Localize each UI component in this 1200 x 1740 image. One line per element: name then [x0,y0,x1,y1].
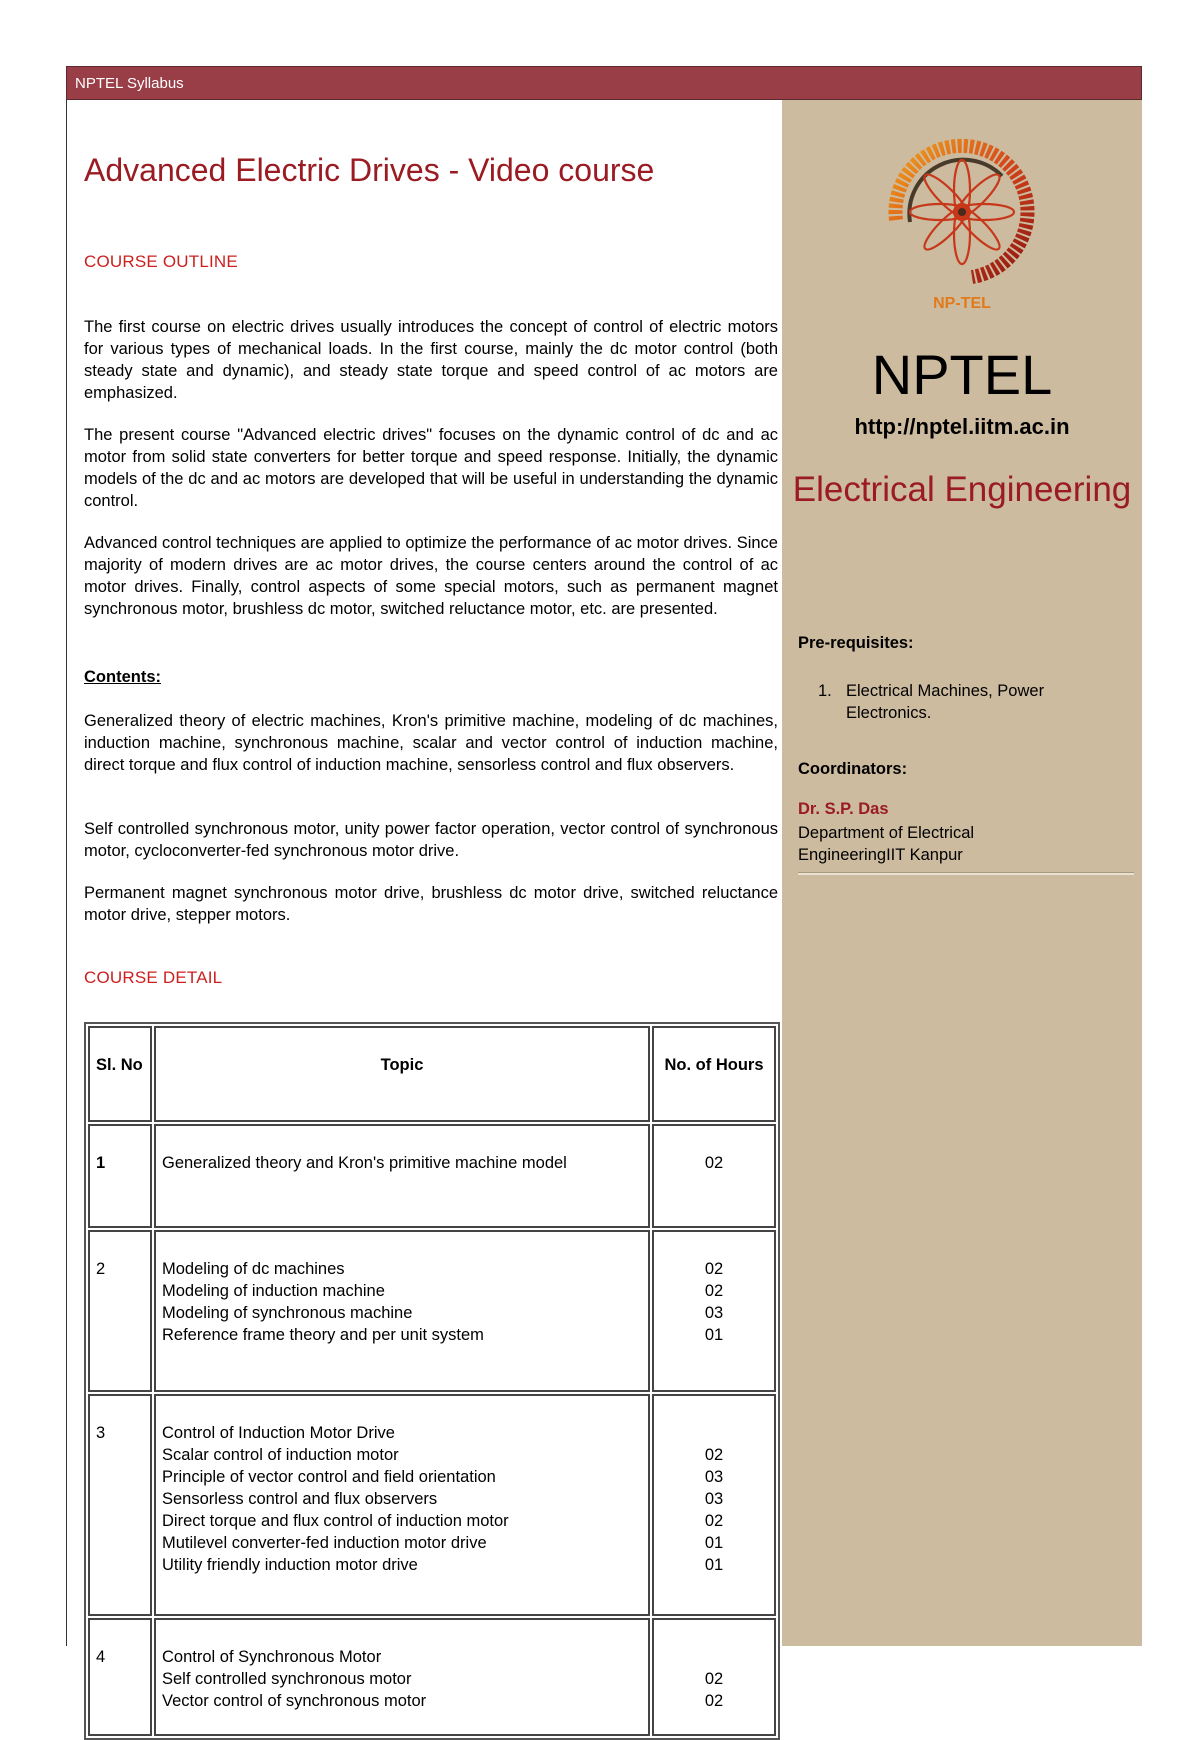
outline-paragraph-3: Advanced control techniques are applied to optimize the performance of ac motor drives. Since majority of modern drives are ac motor drives, the course centers around the control of ac motor drives. Finally, control aspects of some special motors, such as permanent magnet synchronous motor, brushless dc motor, switched reluctance motor, etc. are presented. [84,534,778,618]
contents-heading: Contents: [84,668,161,686]
coordinator-department: Department of Electrical EngineeringIIT Kanpur [798,824,975,864]
course-title: Advanced Electric Drives - Video course [84,152,655,188]
header-label: NPTEL Syllabus [75,75,184,92]
table-row [88,1618,776,1736]
topic-item: Scalar control of induction motor [162,1446,399,1464]
topic-item: Sensorless control and flux observers [162,1490,438,1508]
department-name: Electrical Engineering [792,470,1132,509]
topic-item: Mutilevel converter-fed induction motor drive [162,1534,487,1552]
nptel-logo [882,138,1042,318]
row-hours [652,1618,776,1736]
prereq-heading: Pre-requisites: [798,634,914,652]
prereq-item [818,680,1118,724]
hours-item: 02 [704,1692,724,1710]
hours-item: 01 [704,1326,724,1344]
row-hours [652,1230,776,1392]
contents-paragraph-2: Self controlled synchronous motor, unity power factor operation, vector control of synchronous motor, cycloconverter-fed synchronous motor drive. [84,820,778,860]
topic-item: Principle of vector control and field orientation [162,1468,496,1486]
prereq-list [818,680,1118,724]
hours-item [660,1646,768,1668]
row-number: 2 [88,1230,152,1392]
hours-item: 01 [704,1534,724,1552]
table-row [88,1230,776,1392]
contents-paragraph-3: Permanent magnet synchronous motor drive, brushless dc motor drive, switched reluctance motor drive, stepper motors. [84,884,778,924]
topic-item: Control of Induction Motor Drive [162,1424,395,1442]
topic-item: Modeling of dc machines [162,1260,345,1278]
table-row [88,1124,776,1228]
table-row [88,1394,776,1616]
hours-item: 02 [704,1670,724,1688]
prereq-text: Electrical Machines, Power Electronics. [846,682,1045,722]
row-topics [154,1230,650,1392]
course-detail-heading: COURSE DETAIL [84,968,223,987]
row-topics [154,1618,650,1736]
sidebar-divider [798,872,1134,875]
topic-item: Control of Synchronous Motor [162,1648,382,1666]
topic-item: Vector control of synchronous motor [162,1692,427,1710]
outline-paragraph-2: The present course "Advanced electric drives" focuses on the dynamic control of dc and ac motor from solid state converters for better torque and speed response. Initially, the dynamic models of the dc and ac motors are developed that will be useful in understanding the dynamic control. [84,426,778,510]
hours-item: 02 [704,1512,724,1530]
topic-item: Generalized theory and Kron's primitive machine model [162,1154,567,1172]
row-number: 3 [88,1394,152,1616]
row-hours [652,1124,776,1228]
coordinator-name: Dr. S.P. Das [798,800,889,818]
hours-item [660,1422,768,1444]
row-topics [154,1124,650,1228]
header-bar [66,66,1142,100]
topic-item: Modeling of synchronous machine [162,1304,413,1322]
header-hours: No. of Hours [652,1026,776,1122]
hours-item: 02 [704,1282,724,1300]
brand-name: NPTEL [871,343,1053,406]
hours-item: 02 [704,1154,724,1172]
logo-text: NP-TEL [933,295,991,312]
row-number: 1 [88,1124,152,1228]
header-topic: Topic [154,1026,650,1122]
hours-item: 03 [704,1468,724,1486]
hours-item: 01 [704,1556,724,1574]
table-header-row [88,1026,776,1122]
outline-paragraph-1: The first course on electric drives usually introduces the concept of control of electric motors for various types of mechanical loads. In the first course, mainly the dc motor control (both steady state and dynamic), and steady state torque and speed control of ac motors are emphasized. [84,318,778,402]
hours-item: 03 [704,1304,724,1322]
row-hours [652,1394,776,1616]
site-url-link[interactable]: http://nptel.iitm.ac.in [854,414,1070,439]
topic-item: Modeling of induction machine [162,1282,385,1300]
header-sl-no: Sl. No [88,1026,152,1122]
course-outline-heading: COURSE OUTLINE [84,252,238,271]
row-number: 4 [88,1618,152,1736]
course-detail-table [84,1022,780,1740]
topic-item: Reference frame theory and per unit system [162,1326,484,1344]
prereq-number: 1. [818,682,832,700]
row-topics [154,1394,650,1616]
coordinators-heading: Coordinators: [798,760,908,778]
topic-item: Utility friendly induction motor drive [162,1556,418,1574]
hours-item: 03 [704,1490,724,1508]
contents-paragraph-1: Generalized theory of electric machines, Kron's primitive machine, modeling of dc machines, induction machine, synchronous machine, scalar and vector control of induction machine, direct torque and flux control of induction machine, sensorless control and flux observers. [84,712,778,774]
topic-item: Direct torque and flux control of induction motor [162,1512,509,1530]
hours-item: 02 [704,1446,724,1464]
hours-item: 02 [704,1260,724,1278]
topic-item: Self controlled synchronous motor [162,1670,412,1688]
